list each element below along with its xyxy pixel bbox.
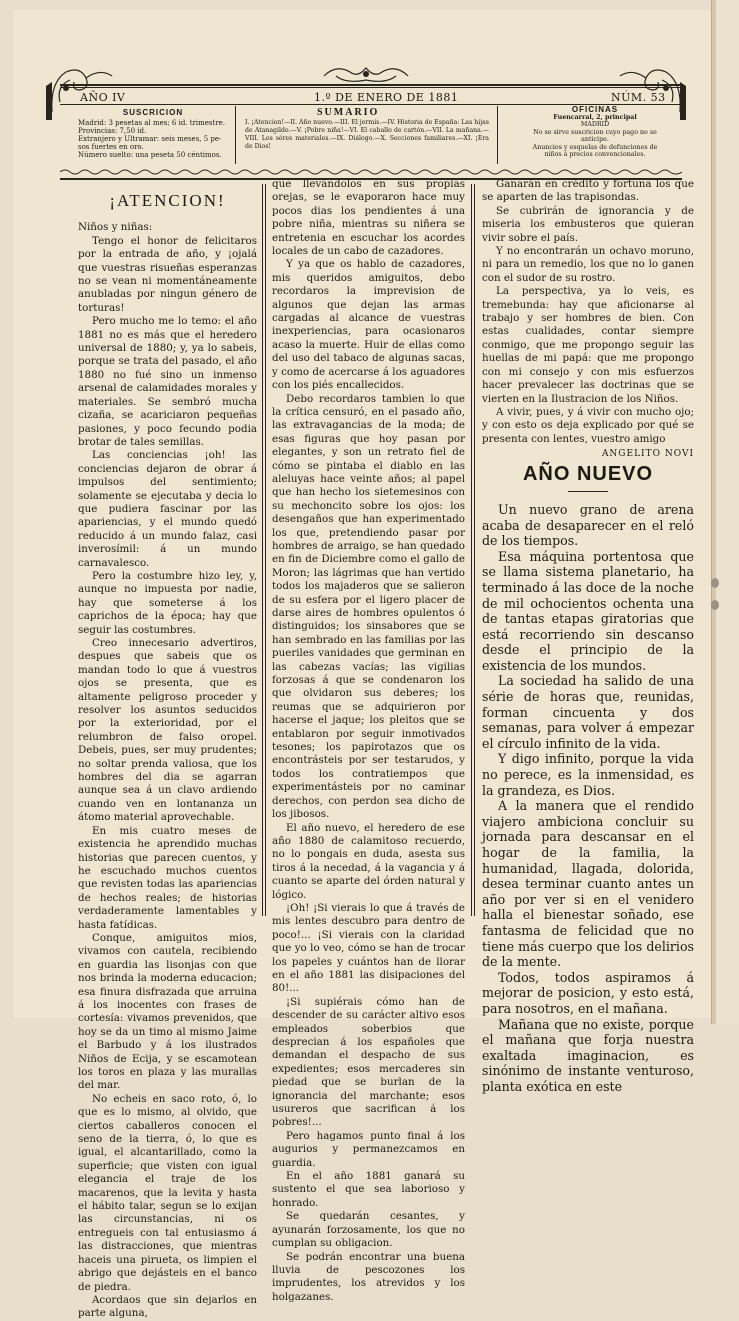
- oficinas-title: OFICINAS: [571, 105, 619, 114]
- oficinas-line: niños á precios convencionales.: [544, 151, 646, 158]
- paragraph: Un nuevo grano de arena acaba de desaparecer en el reló de los tiempos.: [482, 501, 694, 549]
- paragraph: Y digo infinito, porque la vida no perece, es la inmensidad, es la grandeza, es Dios.: [482, 751, 694, 798]
- issue-year: AÑO IV: [80, 91, 126, 104]
- paragraph: ¡Oh! ¡Si vierais lo que á través de mis lentes descubro para dentro de poco!... ¡Si vierais con la claridad que yo lo veo, cómo se han de trocar los papeles y cuántos han de llorar en el año 1881 las disipaciones del 80!...: [272, 901, 465, 995]
- suscricion-line: sos fuertes en oro.: [78, 143, 144, 151]
- paragraph: Pero la costumbre hizo ley, y, aunque no impuesta por nadie, hay que someterse á los caprichos de la época; hay que seguir las costumbres.: [78, 569, 257, 636]
- paragraph: No echeis en saco roto, ó, lo que es lo mismo, al olvido, que ciertos caballeros conocen el seno de la tierra, ó, lo que es igual, el alcantarillado, como la superficie; que visten con igual elegancia el traje de los macarenos, que la levita y hasta el hábito talar, segun se lo exijan las circunstancias, ni os entregueis con tal entusiasmo á las distracciones, que mientras haceis una pirueta, os limpien el abrigo que dejásteis en el banco de piedra.: [78, 1092, 257, 1293]
- column-divider: [471, 184, 472, 916]
- article-title-ano-nuevo: AÑO NUEVO: [522, 462, 654, 485]
- oficinas-address: Fuencarral, 2, principal: [553, 113, 637, 121]
- paragraph: Creo innecesario advertiros, despues que sabeis que os mandan todo lo que á vuestros ojos se presenta, que es altamente peligroso proceder y resolver los asuntos seducidos por la exterioridad, por el relumbron de falso oropel. Debeis, pues, ser muy prudentes; no soltar prenda valiosa, que los hombres del dia se agarran aunque sea á un clavo ardiendo cuando ven en lontananza un átomo material aprovechable.: [78, 637, 257, 824]
- article-title-atencion: ¡ATENCION!: [109, 191, 226, 210]
- suscricion-line: Extranjero y Ultramar: seis meses, 5 pe-: [78, 135, 222, 143]
- header-divider: [235, 106, 236, 164]
- oficinas-city: MADRID: [580, 121, 610, 128]
- suscricion-line: Número suelto: una peseta 50 céntimos.: [78, 151, 222, 159]
- paragraph: Mañana que no existe, porque el mañana que forja nuestra exaltada imaginacion, es sinónimo de instante venturoso, planta exótica en este: [482, 1016, 694, 1094]
- paragraph: Ganarán en crédito y fortuna los que se aparten de las trapisondas.: [482, 178, 694, 204]
- oficinas-line: No se sirve suscricion cuyo pago no se: [533, 128, 657, 136]
- article-atencion-col2: [272, 178, 465, 1304]
- column-divider: [265, 184, 266, 916]
- paragraph: Acordaos que sin dejarlos en parte alguna,: [78, 1293, 257, 1320]
- paragraph: ¡Si supiérais cómo han de descender de su carácter altivo esos empleados soberbios que desprecian á los españoles que demandan el despacho de sus expedientes; esos mercaderes sin piedad que se burlan de la ignorancia del marchante; esos usureros que sacrifican á los pobres!...: [272, 995, 465, 1129]
- paragraph: Se podrán encontrar una buena lluvia de pescozones los imprudentes, los atrevidos y los holgazanes.: [272, 1250, 465, 1303]
- suscricion-box: [78, 109, 228, 159]
- paragraph: A vivir, pues, y á vivir con mucho ojo; y con esto os deja explicado por qué se presenta con lentes, vuestro amigo: [482, 405, 694, 445]
- paragraph: Las conciencias ¡oh! las conciencias dejaron de obrar á impulsos del sentimiento; solamente se ejecutaba y decia lo que pudiera fascinar por las apariencias, y el mundo quedó reducido á un mundo falaz, casi inverosímil: á un mundo carnavalesco.: [78, 449, 257, 569]
- paragraph: En mis cuatro meses de existencia he aprendido muchas historias que parecen cuentos, y he escuchado muchos cuentos que revisten todas las apariencias de hechos reales; de historias verdaderamente lamentables y hasta fatídicas.: [78, 824, 257, 931]
- masthead-rule-top-thin: [60, 87, 682, 88]
- signature: ANGELITO NOVI: [601, 449, 694, 460]
- binding-hole: [711, 578, 719, 588]
- column-divider: [262, 184, 263, 916]
- paragraph: Conque, amiguitos mios, vivamos con cautela, recibiendo en guardia las lisonjas con que nos brinda la moderna educacion; esa finura disfrazada que arruina á los inocentes con frases de cortesía: vivamos prevenidos, que hoy se da un timo al mismo Jaime el Barbudo y á los ilustrados Niños de Ecija, y se escamotean los toros en plaza y las murallas del mar.: [78, 931, 257, 1092]
- paragraph: Debo recordaros tambien lo que la crítica censuró, en el pasado año, las extravagancias de la moda; de esas figuras que hoy pasan por elegantes, y son un retrato fiel de cómo se pintaba el diablo en las aleluyas hace veinte años; al papel que han hecho los sietemesinos con su mechoncito sobre los ojos: los desengaños que han experimentado los que, pretendiendo pasar por hombres de arraigo, se han quedado en fin de Diciembre como el gallo de Moron; las lágrimas que han vertido todos los majaderos que se salieron de su esfera por el ligero placer de darse aires de hombres opulentos ó distinguidos; los sinsabores que se han sembrado en las familias por las pueriles vanidades que germinan en las cabezas vacías; las vigilias forzosas á que se condenaron los que olvidaron sus deberes; los reumas que se adquirieron por hacerse el jaque; los pleitos que se entablaron por seguir inmotivados tesones; los papirotazos que os encontrásteis por ser testarudos, y todos los contratiempos que experimentásteis por no caminar derechos, con perdon sea dicho de los jibosos.: [272, 392, 465, 821]
- issue-number: NÚM. 53: [611, 91, 666, 104]
- paragraph: Se quedarán cesantes, y ayunarán forzosamente, los que no cumplan su obligacion.: [272, 1210, 465, 1250]
- paragraph: Niños y niñas:: [78, 221, 153, 234]
- oficinas-line: anticipe.: [581, 136, 609, 143]
- paragraph: que llevándolos en sus propias orejas, se le evaporaron hace muy pocos dias los pendientes á una pobre niña, mientras su niñera se entretenia en escuchar los acordes locales de un cabo de cazadores.: [272, 178, 465, 258]
- masthead-rule-top: [60, 84, 682, 86]
- suscricion-title: SUSCRICION: [122, 108, 184, 117]
- column-divider: [474, 184, 475, 916]
- sumario-title: SUMARIO: [317, 107, 380, 118]
- oficinas-line: Anuncios y esquelas de defunciones de: [532, 143, 658, 151]
- next-page-edge: [716, 0, 739, 1024]
- paragraph: La perspectiva, ya lo veis, es tremebunda: hay que aficionarse al trabajo y ser hombres de bien. Con estas cualidades, contar siempre conmigo, que me propongo seguir las huellas de mi papá: que me propongo con mi consejo y con mis esfuerzos hacer prevalecer las doctrinas que se vierten en la Ilustracion de los Niños.: [482, 285, 694, 405]
- title-rule: [568, 491, 608, 492]
- paragraph: Y no encontrarán un ochavo moruno, ni para un remedio, los que no lo ganen con el sudor de su rostro.: [482, 245, 694, 284]
- paragraph: El año nuevo, el heredero de ese año 1880 de calamitoso recuerdo, no lo pongais en duda, asesta sus tiros á la necedad, á la vagancia y á cuanto se aparte del órden natural y lógico.: [272, 821, 465, 901]
- paragraph: Todos, todos aspiramos á mejorar de posicion, y esto está, para nosotros, en el mañana.: [482, 969, 694, 1016]
- paragraph: Tengo el honor de felicitaros por la entrada de año, y ¡ojalá que vuestras risueñas esperanzas no se vean ni momentáneamente anubladas por ningun género de torturas!: [78, 234, 257, 314]
- paragraph: Y ya que os hablo de cazadores, mis queridos amiguitos, debo recordaros la imprevision de algunos que dejan las armas cargadas al alcance de vuestras inexperiencias, para ocasionaros acaso la muerte. Huir de ellas como del uso del tabaco de algunas sacas, y como de acercarse á los aguadores con los piés encallecidos.: [272, 258, 465, 392]
- article-atencion-col1: [78, 190, 257, 1321]
- binding-hole: [711, 600, 719, 610]
- header-divider: [497, 106, 498, 164]
- oficinas-box: [510, 106, 680, 159]
- suscricion-line: Madrid: 3 pesetas al mes; 6 id. trimestre.: [78, 119, 226, 127]
- paragraph: A la manera que el rendido viajero ambiciona concluir su jornada para descansar en el hogar de la familia, la humanidad, llagada, dolorida, desea terminar cuanto antes un año por ver si en el venidero halla el bienestar soñado, ese fantasma de felicidad que no tiene más cuerpo que los delirios de la mente.: [482, 798, 694, 970]
- paragraph: Esa máquina portentosa que se llama sistema planetario, ha terminado á las doce de la noche de mil ochocientos ochenta una de tantas etapas giratorias que está recorriendo sin descanso desde el principio de la existencia de los mundos.: [482, 548, 694, 673]
- suscricion-line: Provincias: 7,50 id.: [78, 127, 147, 135]
- paragraph: En el año 1881 ganará su sustento el que sea laborioso y honrado.: [272, 1170, 465, 1209]
- paragraph: Pero hagamos punto final á los augurios y permanezcamos en guardia.: [272, 1129, 465, 1169]
- paragraph: La sociedad ha salido de una série de horas que, reunidas, forman cincuenta y dos semanas, para volver á empezar el círculo infinito de la vida.: [482, 673, 694, 751]
- sumario-text: I. ¡Atencion!—II. Año nuevo.—III. El jermis.—IV. Historia de España: Las hijas de Atanagildo.—V. ¡Pobre niña!—VI. El caballo de cartón.—VII. La mañana.—VIII. Los séres materiales.—IX. Diálogo.—X. Secciones familiares.—XI. ¡Era de Dios!: [245, 119, 489, 150]
- article-col3: [482, 178, 694, 1095]
- paragraph: Se cubrirán de ignorancia y de miseria los embusteros que quieran vivir sobre el país.: [482, 204, 694, 244]
- paragraph: Pero mucho me lo temo: el año 1881 no es más que el heredero universal de 1880; y, ya lo sabeis, porque se trata del pasado, el año 1880 no fué sino un inmenso arsenal de calamidades morales y materiales. Se sembró mucha cizaña, se acariciaron pequeñas pasiones, y poco fecundo podia brotar de tales semillas.: [78, 315, 257, 448]
- issue-date: 1.º DE ENERO DE 1881: [314, 91, 459, 104]
- masthead-wave-rule: [60, 168, 682, 176]
